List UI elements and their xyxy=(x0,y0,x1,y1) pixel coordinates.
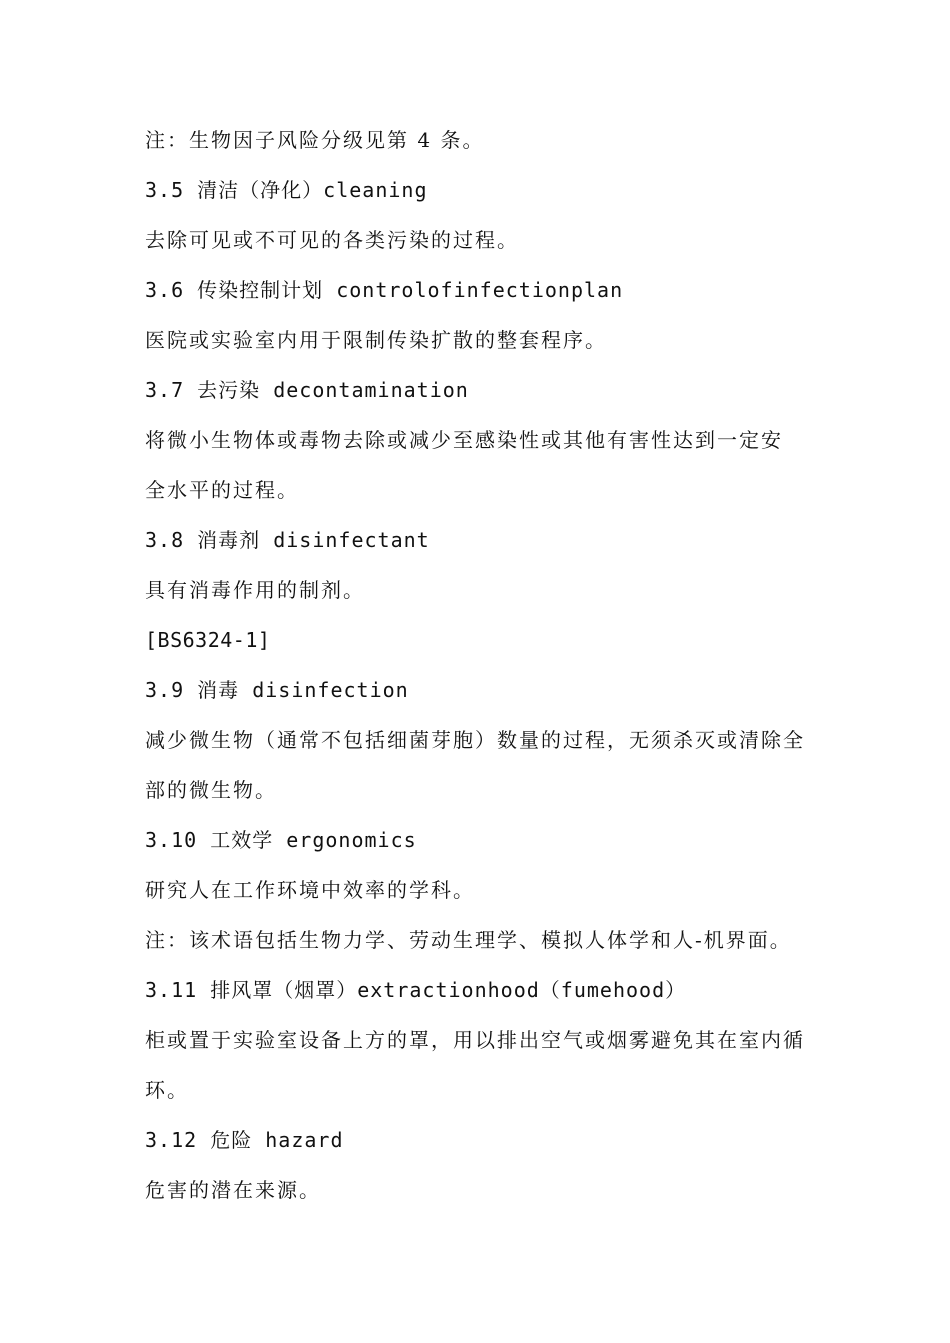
note-risk-classification: 注：生物因子风险分级见第 4 条。 xyxy=(145,128,485,152)
section-3-11-heading: 3.11 排风罩（烟罩）extractionhood（fumehood） xyxy=(145,978,687,1002)
section-3-7-definition-line-1: 将微小生物体或毒物去除或减少至感染性或其他有害性达到一定安 xyxy=(145,428,783,452)
section-3-7-definition-line-2: 全水平的过程。 xyxy=(145,478,299,502)
section-3-11-definition-line-2: 环。 xyxy=(145,1078,189,1102)
document-body xyxy=(145,120,815,1220)
section-3-5-heading: 3.5 清洁（净化）cleaning xyxy=(145,178,428,202)
section-3-12-heading: 3.12 危险 hazard xyxy=(145,1128,344,1152)
section-3-10-note: 注：该术语包括生物力学、劳动生理学、模拟人体学和人-机界面。 xyxy=(145,928,792,952)
section-3-11-definition-line-1: 柜或置于实验室设备上方的罩，用以排出空气或烟雾避免其在室内循 xyxy=(145,1028,805,1052)
section-3-6-heading: 3.6 传染控制计划 controlofinfectionplan xyxy=(145,278,624,302)
section-3-8-heading: 3.8 消毒剂 disinfectant xyxy=(145,528,430,552)
section-3-9-definition-line-1: 减少微生物（通常不包括细菌芽胞）数量的过程，无须杀灭或清除全 xyxy=(145,728,805,752)
section-3-7-heading: 3.7 去污染 decontamination xyxy=(145,378,469,402)
section-3-10-definition: 研究人在工作环境中效率的学科。 xyxy=(145,878,475,902)
section-3-5-definition: 去除可见或不可见的各类污染的过程。 xyxy=(145,228,519,252)
section-3-9-definition-line-2: 部的微生物。 xyxy=(145,778,277,802)
section-3-9-heading: 3.9 消毒 disinfection xyxy=(145,678,409,702)
section-3-6-definition: 医院或实验室内用于限制传染扩散的整套程序。 xyxy=(145,328,607,352)
section-3-8-reference: [BS6324-1] xyxy=(145,628,271,652)
section-3-8-definition: 具有消毒作用的制剂。 xyxy=(145,578,365,602)
section-3-12-definition: 危害的潜在来源。 xyxy=(145,1178,321,1202)
section-3-10-heading: 3.10 工效学 ergonomics xyxy=(145,828,417,852)
